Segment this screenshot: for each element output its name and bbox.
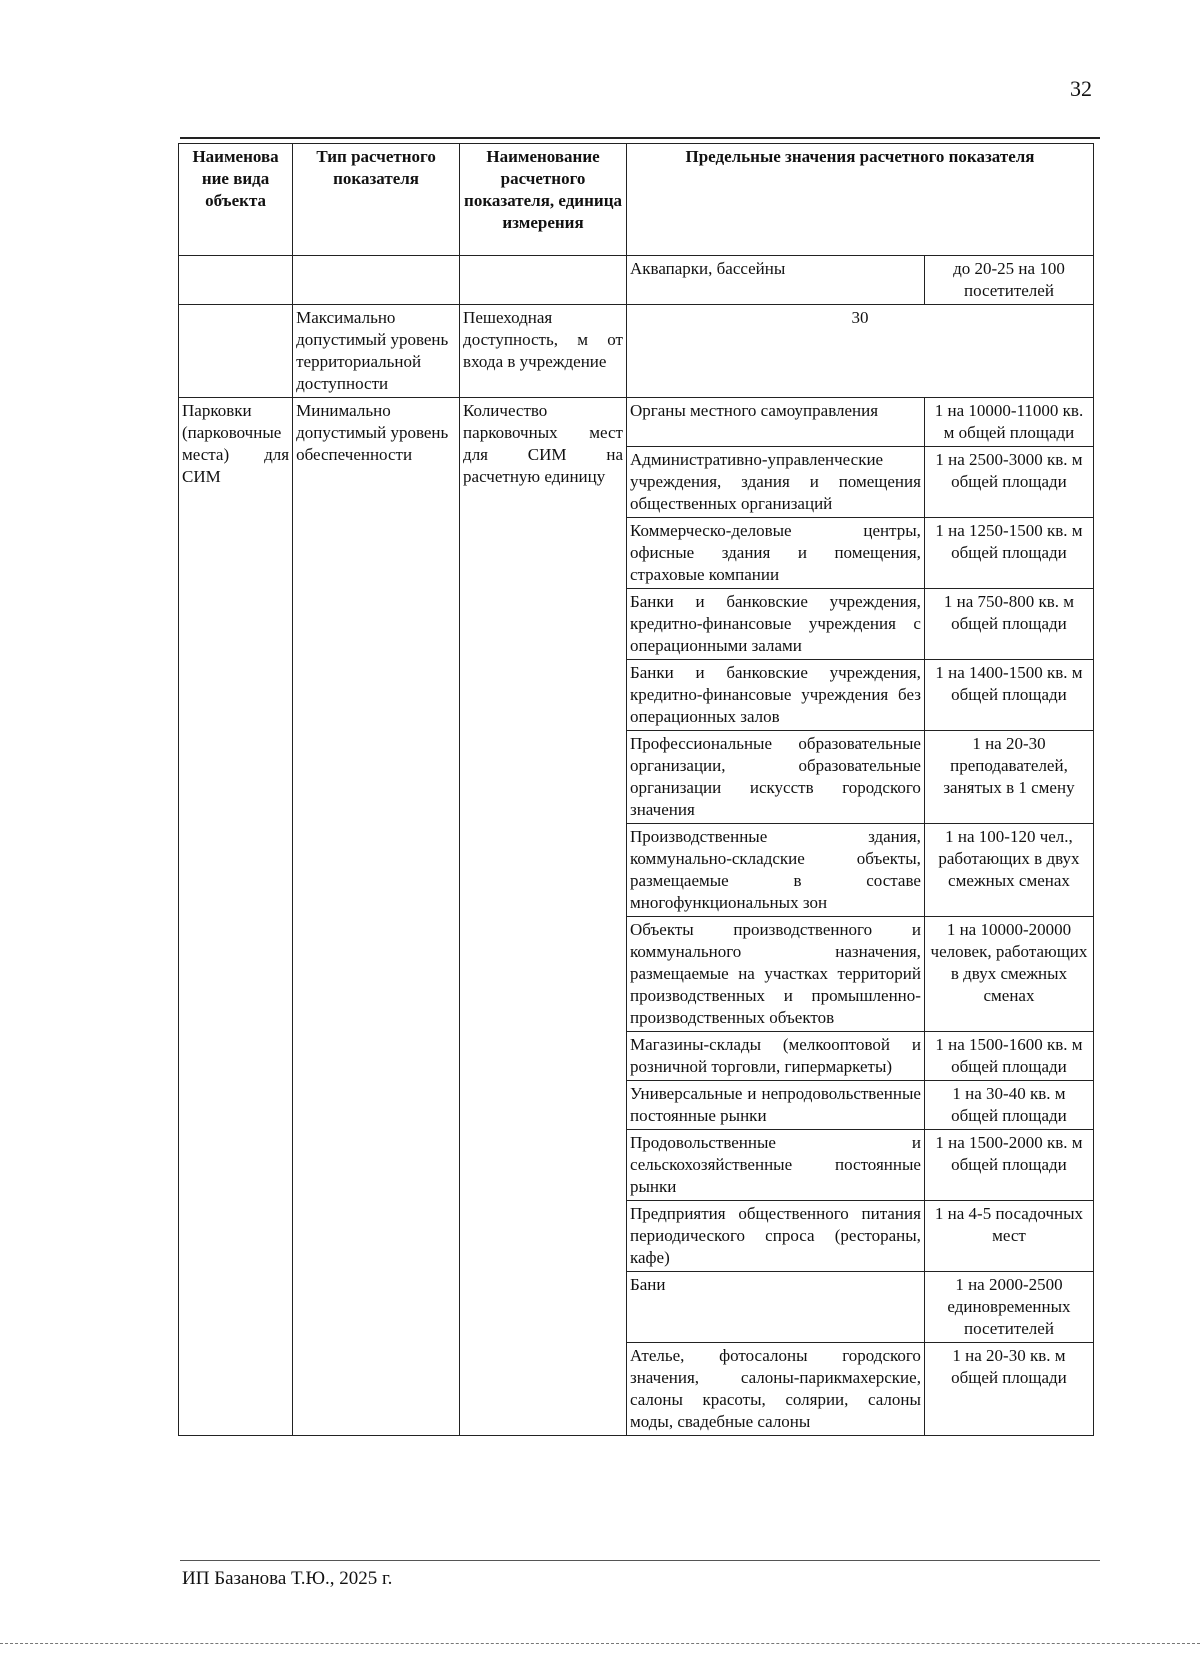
facility-value: 1 на 4-5 посадочных мест [924,1201,1093,1272]
page-number: 32 [1070,76,1092,101]
facility-value: 1 на 1250-1500 кв. м общей площади [924,518,1093,589]
indicator-name: Пешеходная доступность, м от входа в учреждение [460,305,627,398]
indicator-value: 30 [626,305,1093,398]
facility-name: Банки и банковские учреждения, кредитно-финансовые учреждения без операционных залов [626,660,924,731]
facility-value: 1 на 2000-2500 единовременных посетителей [924,1272,1093,1343]
facility-name: Органы местного самоуправления [626,398,924,447]
parking-indicator-type: Минимально допустимый уровень обеспеченности [293,398,460,1436]
facility-value: 1 на 20-30 кв. м общей площади [924,1343,1093,1436]
facility-name: Универсальные и непродовольственные постоянные рынки [626,1081,924,1130]
standards-table [178,143,1094,1436]
facility-value: 1 на 30-40 кв. м общей площади [924,1081,1093,1130]
facility-name: Профессиональные образовательные организации, образовательные организации искусств городского значения [626,731,924,824]
indicator-type: Максимально допустимый уровень территориальной доступности [293,305,460,398]
facility-value: 1 на 1400-1500 кв. м общей площади [924,660,1093,731]
table-header-row [179,144,1094,256]
parking-section [179,398,1094,1436]
facility-value: 1 на 1500-2000 кв. м общей площади [924,1130,1093,1201]
table-row [179,256,1094,305]
facility-name: Бани [626,1272,924,1343]
facility-name: Продовольственные и сельскохозяйственные постоянные рынки [626,1130,924,1201]
facility-value: 1 на 10000-20000 человек, работающих в двух смежных сменах [924,917,1093,1032]
facility-name: Объекты производственного и коммунального назначения, размещаемые на участках территорий производственных и промышленно-производственных объектов [626,917,924,1032]
header-object-type: Наименова ние вида объекта [179,144,293,256]
facility-value: 1 на 20-30 преподавателей, занятых в 1 смену [924,731,1093,824]
facility-name: Производственные здания, коммунально-складские объекты, размещаемые в составе многофункциональных зон [626,824,924,917]
facility-value: 1 на 750-800 кв. м общей площади [924,589,1093,660]
footer-rule [180,1560,1100,1561]
facility-value: 1 на 10000-11000 кв. м общей площади [924,398,1093,447]
footer-text: ИП Базанова Т.Ю., 2025 г. [182,1568,393,1589]
facility-name: Ателье, фотосалоны городского значения, салоны-парикмахерские, салоны красоты, солярии, салоны моды, свадебные салоны [626,1343,924,1436]
facility-name: Административно-управленческие учреждения, здания и помещения общественных организаций [626,447,924,518]
facility-name: Коммерческо-деловые центры, офисные здания и помещения, страховые компании [626,518,924,589]
facility-name: Магазины-склады (мелкооптовой и розничной торговли, гипермаркеты) [626,1032,924,1081]
facility-value: 1 на 2500-3000 кв. м общей площади [924,447,1093,518]
facility-name: Аквапарки, бассейны [626,256,924,305]
facility-value: 1 на 100-120 чел., работающих в двух смежных сменах [924,824,1093,917]
header-indicator-type: Тип расчетного показателя [293,144,460,256]
header-indicator-name: Наименование расчетного показателя, единица измерения [460,144,627,256]
parking-object-name: Парковки (парковочные места) для СИМ [179,398,293,1436]
facility-value: до 20-25 на 100 посетителей [924,256,1093,305]
scan-edge [0,1643,1200,1644]
table-row [179,398,1094,447]
facility-name: Предприятия общественного питания периодического спроса (рестораны, кафе) [626,1201,924,1272]
parking-indicator-name: Количество парковочных мест для СИМ на расчетную единицу [460,398,627,1436]
facility-name: Банки и банковские учреждения, кредитно-финансовые учреждения с операционными залами [626,589,924,660]
table-row [179,305,1094,398]
header-rule [180,137,1100,139]
header-limit-values: Предельные значения расчетного показателя [626,144,1093,256]
facility-value: 1 на 1500-1600 кв. м общей площади [924,1032,1093,1081]
